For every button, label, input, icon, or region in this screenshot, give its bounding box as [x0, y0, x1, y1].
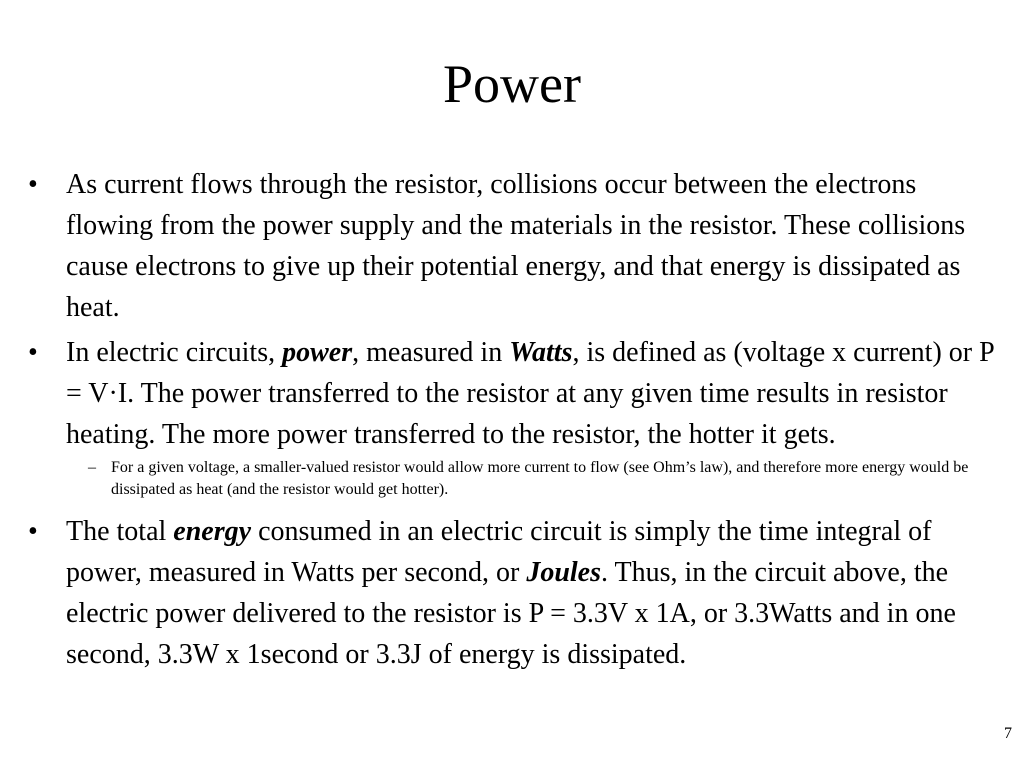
bullet-text: , is defined as (voltage x current) or P = V·I. The power transferred to the resistor at any given time results in resistor heating. The more power transferred to the resistor, the hotter it gets.: [66, 337, 994, 450]
sub-bullet-item-smaller-resistor: [0, 457, 1024, 501]
bullet-marker: •: [28, 516, 38, 547]
bullet-marker: •: [28, 337, 38, 368]
slide-title: Power: [443, 54, 581, 114]
bullet-text: , measured in: [352, 337, 510, 368]
bullet-item-power-definition: [0, 332, 1024, 455]
bullet-item-current-flow: [0, 164, 1024, 328]
bullet-marker: •: [28, 169, 38, 200]
sub-bullet-marker: –: [88, 459, 96, 476]
bullet-text: consumed in an electric circuit is simply the time integral of power, measured in Watts per second, or: [66, 516, 932, 588]
bullet-list: [0, 164, 1024, 675]
emphasis-term-watts: Watts: [509, 337, 573, 368]
bullet-item-energy: [0, 511, 1024, 675]
emphasis-term-power: power: [282, 337, 353, 368]
bullet-text: The total: [66, 516, 174, 547]
sub-bullet-text: For a given voltage, a smaller-valued resistor would allow more current to flow (see Ohm’s law), and therefore more energy would be dissipated as heat (and the resistor would get hotter).: [111, 459, 969, 498]
bullet-text: As current flows through the resistor, collisions occur between the electrons flowing from the power supply and the materials in the resistor. These collisions cause electrons to give up their potential energy, and that energy is dissipated as heat.: [66, 169, 966, 323]
emphasis-term-energy: energy: [173, 516, 252, 547]
bullet-text: . Thus, in the circuit above, the electric power delivered to the resistor is P = 3.3V x 1A, or 3.3Watts and in one second, 3.3W x 1second or 3.3J of energy is dissipated.: [66, 557, 956, 670]
emphasis-term-joules: Joules: [526, 557, 601, 588]
page-number: 7: [1004, 725, 1012, 742]
bullet-text: In electric circuits,: [66, 337, 283, 368]
